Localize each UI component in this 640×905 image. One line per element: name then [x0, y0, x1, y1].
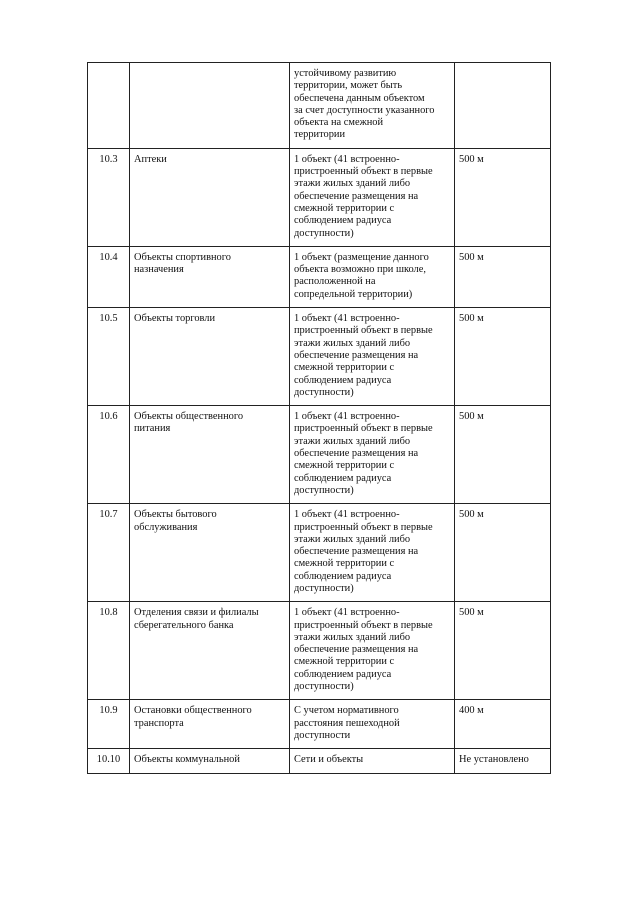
- object-value: 1 объект (41 встроенно- пристроенный объект в первые этажи жилых зданий либо обеспечение размещения на смежной территории с соблюдением радиуса доступности): [290, 308, 455, 406]
- accessibility-distance: [455, 63, 551, 149]
- object-name: [130, 63, 290, 149]
- object-value: 1 объект (41 встроенно- пристроенный объект в первые этажи жилых зданий либо обеспечение размещения на смежной территории с соблюдением радиуса доступности): [290, 602, 455, 700]
- row-number: 10.3: [88, 148, 130, 246]
- object-name: Объекты спортивного назначения: [130, 246, 290, 307]
- object-value: 1 объект (размещение данного объекта возможно при школе, расположенной на сопредельной территории): [290, 246, 455, 307]
- row-number: [88, 63, 130, 149]
- norms-table: [87, 62, 551, 774]
- accessibility-distance: 400 м: [455, 700, 551, 749]
- row-number: 10.9: [88, 700, 130, 749]
- object-name: Объекты бытового обслуживания: [130, 504, 290, 602]
- table-row: [88, 406, 551, 504]
- accessibility-distance: 500 м: [455, 246, 551, 307]
- row-number: 10.7: [88, 504, 130, 602]
- table-row: [88, 148, 551, 246]
- object-value: устойчивому развитию территории, может быть обеспечена данным объектом за счет доступности указанного объекта на смежной территории: [290, 63, 455, 149]
- table-row: [88, 246, 551, 307]
- accessibility-distance: 500 м: [455, 148, 551, 246]
- object-value: 1 объект (41 встроенно- пристроенный объект в первые этажи жилых зданий либо обеспечение размещения на смежной территории с соблюдением радиуса доступности): [290, 504, 455, 602]
- object-value: С учетом нормативного расстояния пешеходной доступности: [290, 700, 455, 749]
- table-row: [88, 602, 551, 700]
- table-row: [88, 63, 551, 149]
- accessibility-distance: 500 м: [455, 504, 551, 602]
- row-number: 10.10: [88, 749, 130, 773]
- table-row: [88, 504, 551, 602]
- object-value: 1 объект (41 встроенно- пристроенный объект в первые этажи жилых зданий либо обеспечение размещения на смежной территории с соблюдением радиуса доступности): [290, 406, 455, 504]
- accessibility-distance: 500 м: [455, 602, 551, 700]
- object-name: Остановки общественного транспорта: [130, 700, 290, 749]
- table-row: [88, 749, 551, 773]
- row-number: 10.4: [88, 246, 130, 307]
- row-number: 10.8: [88, 602, 130, 700]
- table-row: [88, 700, 551, 749]
- row-number: 10.5: [88, 308, 130, 406]
- object-value: Сети и объекты: [290, 749, 455, 773]
- object-name: Объекты коммунальной: [130, 749, 290, 773]
- object-name: Объекты общественного питания: [130, 406, 290, 504]
- object-name: Объекты торговли: [130, 308, 290, 406]
- object-name: Аптеки: [130, 148, 290, 246]
- accessibility-distance: 500 м: [455, 406, 551, 504]
- object-value: 1 объект (41 встроенно- пристроенный объект в первые этажи жилых зданий либо обеспечение размещения на смежной территории с соблюдением радиуса доступности): [290, 148, 455, 246]
- row-number: 10.6: [88, 406, 130, 504]
- accessibility-distance: Не установлено: [455, 749, 551, 773]
- table-row: [88, 308, 551, 406]
- object-name: Отделения связи и филиалы сберегательного банка: [130, 602, 290, 700]
- accessibility-distance: 500 м: [455, 308, 551, 406]
